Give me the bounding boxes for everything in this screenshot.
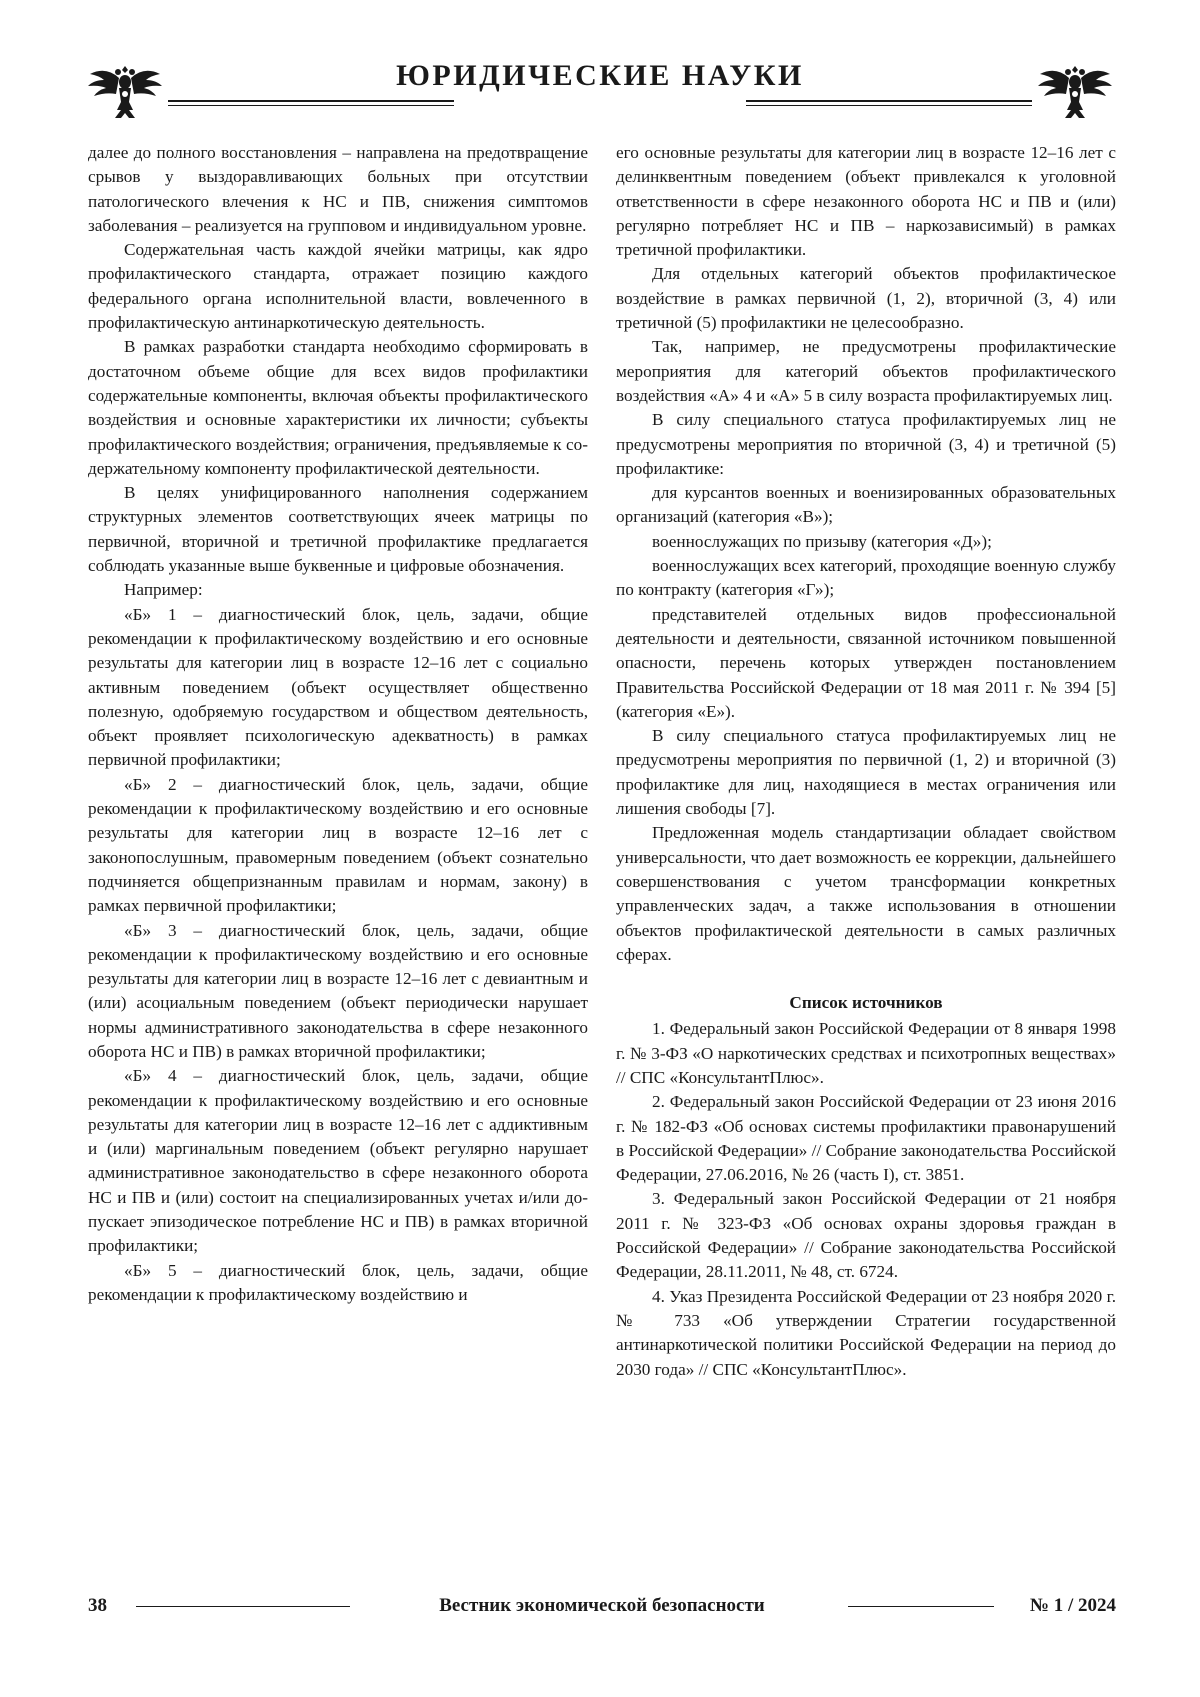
paragraph: Для отдельных категорий объектов профилактическое воздействие в рамках первичной (1, 2), вторичной (3, 4) или третичной (5) профилактики не целесообразно. (616, 264, 1116, 333)
references-heading: Список источников (789, 993, 943, 1013)
paragraph: В силу специального статуса профилактируемых лиц не предусмотрены мероприятия по вторичной (3, 4) и третичной (5) профилактике: (616, 410, 1116, 478)
paragraph: «Б» 3 – диагностический блок, цель, задачи, общие рекомендации к профилактическому воздействию и его основные результаты для категории лиц в возрасте 12–16 лет с девиантным и (или) асоциальным поведением (объект периодически нарушает нормы административного законодательства в сфере незаконного оборота НС и ПВ) в рамках вторичной профилактики; (88, 920, 588, 1061)
issue-number: № 1 / 2024 (1029, 1595, 1116, 1616)
header-rule-left-thin (168, 105, 454, 106)
paragraph: его основные результаты для категории лиц в возрасте 12–16 лет с делинквентным поведением (объект привлекался к уголовной ответственности в сфере незаконного оборота НС и ПВ и (или) регулярно потребляет НС и ПВ – наркозависимый) в рамках третичной профилактики. (616, 143, 1116, 260)
paragraph: Например: (124, 580, 203, 600)
paragraph: «Б» 2 – диагностический блок, цель, задачи, общие рекомендации к профилактическому воздействию и его основные результаты для категории лиц в возрасте 12–16 лет с законопослушным, правомерным поведением (объект сознательно подчиняется общепризнанным правилам и нормам, закону) в рамках первичной профилактики; (88, 774, 588, 916)
paragraph: «Б» 4 – диагностический блок, цель, задачи, общие рекомендации к профилактическому воздействию и его основные результаты для категории лиц в возрасте 12–16 лет с аддиктивным и (или) маргинальным поведением (объект регулярно нарушает административное законодательство в сфере незаконного оборота НС и ПВ и (или) состоит на специализированных учетах и/или допускает эпизодическое потребление НС и ПВ) в рамках вторичной профилактики; (88, 1066, 588, 1256)
list-item: представителей отдельных видов профессиональной деятельности и деятельности, связанной источником повышенной опасности, перечень которых утвержден постановлением Правительства Российской Федерации от 18 мая 2011 г. № 394 [5] (категория «Е»). (616, 604, 1116, 721)
list-item: военнослужащих по призыву (категория «Д»); (652, 531, 992, 551)
reference-item: 2. Федеральный закон Российской Федерации от 23 июня 2016 г. № 182-ФЗ «Об основах системы профилактики правонарушений в Российской Федерации» // Собрание законодательства Российской Федерации, 27.06.2016, № 26 (часть I), ст. 3851. (616, 1092, 1116, 1185)
reference-item: 1. Федеральный закон Российской Федерации от 8 января 1998 г. № 3-ФЗ «О наркотических средствах и психотропных веществах» // СПС «КонсультантПлюс». (616, 1019, 1116, 1087)
header-rule-left (168, 100, 454, 102)
header-rule-right-thin (746, 105, 1032, 106)
right-column (616, 141, 1116, 1382)
paragraph: далее до полного восстановления – направлена на предотвращение срывов у выздоравливающих больных при отсутствии патологического влечения к НС и ПВ, снижения симптомов заболевания – реализуется на групповом и индивидуальном уровне. (88, 143, 588, 235)
paragraph: Предложенная модель стандартизации обладает свойством универсальности, что дает возможность ее коррекции, дальнейшего совершенствования с учетом трансформации конкретных управленческих задач, а также использования в отношении объектов профилактической деятельности в самых различных сферах. (616, 823, 1116, 964)
header-rule-right (746, 100, 1032, 102)
reference-item: 4. Указ Президента Российской Федерации от 23 ноября 2020 г. № 733 «Об утверждении Стратегии государственной антинаркотической политики Российской Федерации на период до 2030 года» // СПС «КонсультантПлюс». (616, 1286, 1116, 1379)
journal-title: Вестник экономической безопасности (439, 1595, 765, 1616)
footer-rule-right (848, 1606, 994, 1607)
page-number: 38 (88, 1595, 107, 1616)
paragraph: Так, например, не предусмотрены профилактические мероприятия для категорий объектов профилактического воздействия «А» 4 и «А» 5 в силу возраста профилактируемых лиц. (616, 337, 1116, 405)
paragraph: «Б» 5 – диагностический блок, цель, задачи, общие рекомендации к профилактическому воздействию и (88, 1260, 588, 1304)
list-item: военнослужащих всех категорий, проходящие военную службу по контракту (категория «Г»); (616, 556, 1116, 600)
paragraph: Содержательная часть каждой ячейки матрицы, как ядро профилактического стандарта, отражает позицию каждого федерального органа исполнительной власти, вовлеченного в профилактическую антинаркотическую деятельность. (88, 240, 588, 333)
paragraph: В силу специального статуса профилактируемых лиц не предусмотрены мероприятия по первичной (1, 2) и вторичной (3) профилактике для лиц, находящиеся в местах ограничения или лишения свободы [7]. (616, 726, 1116, 819)
paragraph: В рамках разработки стандарта необходимо сформировать в достаточном объеме общие для всех видов профилактики содержательные компоненты, включая объекты профилактического воздействия и основные характеристики их личности; субъекты профилактического воздействия; ограничения, предъявляемые к содержательному компоненту профилактической деятельности. (88, 337, 588, 478)
reference-item: 3. Федеральный закон Российской Федерации от 21 ноября 2011 г. № 323-ФЗ «Об основах охраны здоровья граждан в Российской Федерации» // Собрание законодательства Российской Федерации, 28.11.2011, № 48, ст. 6724. (616, 1189, 1116, 1282)
double-headed-eagle-icon (1036, 60, 1114, 120)
list-item: для курсантов военных и военизированных образовательных организаций (категория «В»); (616, 483, 1116, 527)
paragraph: В целях унифицированного наполнения содержанием структурных элементов соответствующих ячеек матрицы по первичной, вторичной и третичной профилактике предлагается соблюдать указанные выше буквенные и цифровые обозначения. (88, 483, 588, 576)
page-footer (88, 1594, 1116, 1620)
section-title: ЮРИДИЧЕСКИЕ НАУКИ (396, 59, 804, 92)
left-column (88, 141, 588, 1307)
page-header (86, 52, 1114, 128)
paragraph: «Б» 1 – диагностический блок, цель, задачи, общие рекомендации к профилактическому воздействию и его основные результаты для категории лиц в возрасте 12–16 лет с социально активным поведением (объект осуществляет общественно полезную, одобряемую государством и обществом деятельность, объект проявляет психологическую адекватность) в рамках первичной профилактики; (88, 604, 588, 770)
